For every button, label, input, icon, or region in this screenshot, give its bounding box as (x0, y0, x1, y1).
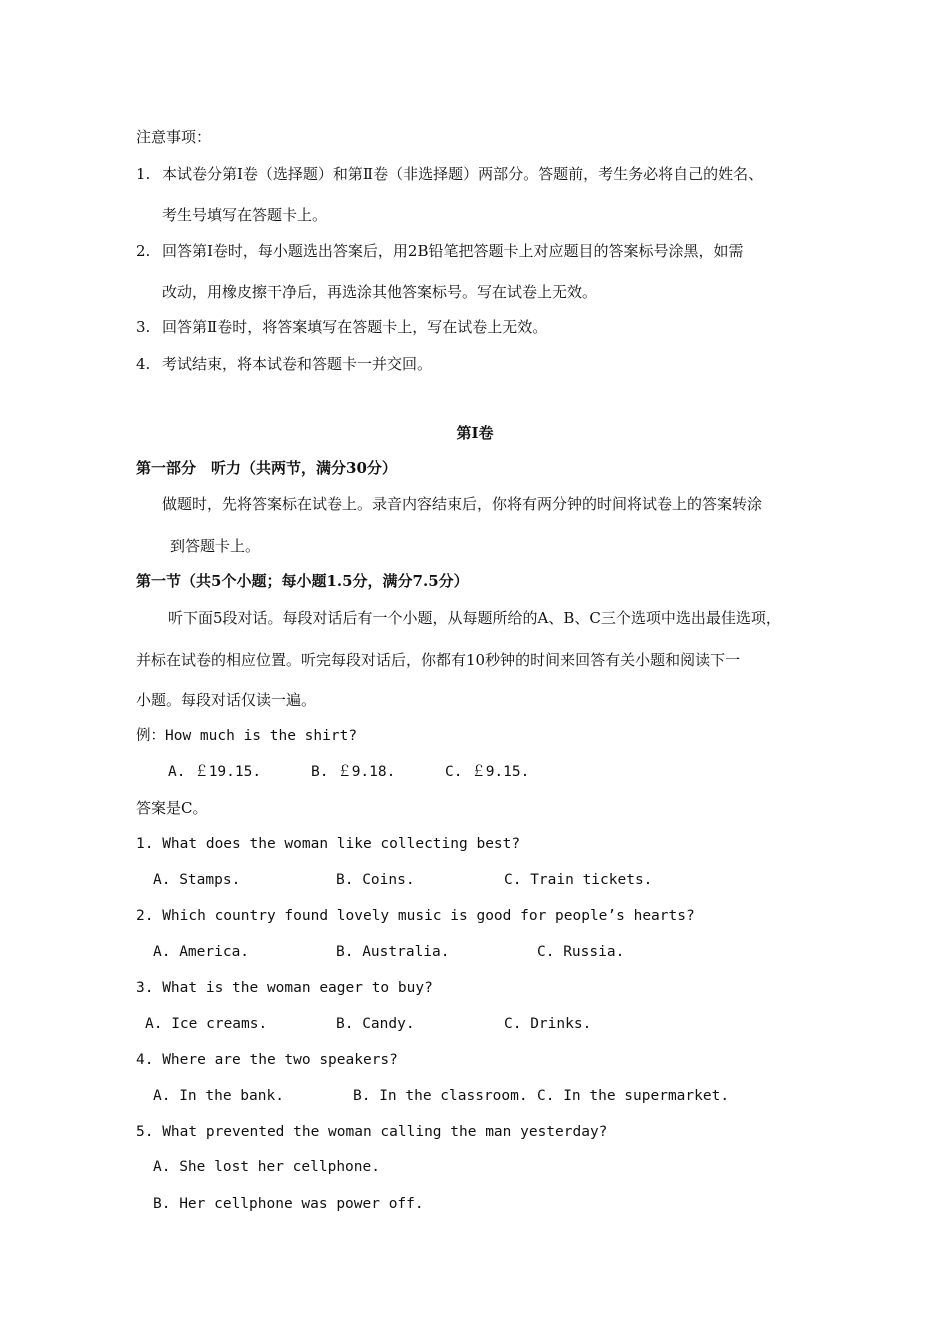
section1-intro-line1: 听下面5段对话。每段对话后有一个小题，从每题所给的A、B、C三个选项中选出最佳选项， (168, 609, 781, 627)
notice-item-3-line1: 回答第Ⅱ卷时，将答案填写在答题卡上，写在试卷上无效。 (162, 318, 548, 336)
question-2: 2. Which country found lovely music is good for people’s hearts? (136, 908, 695, 924)
notice-item-2-line1: 回答第Ⅰ卷时，每小题选出答案后，用2B铅笔把答题卡上对应题目的答案标号涂黑，如需 (162, 242, 744, 260)
question-3-option-a: A. Ice creams. (145, 1016, 268, 1032)
question-4-option-c: C. In the supermarket. (537, 1088, 730, 1104)
example-question: 例：How much is the shirt? (136, 728, 358, 744)
part1-instruction-line2: 到答题卡上。 (170, 537, 261, 555)
example-option-a: A. ￡19.15. (168, 764, 262, 780)
question-1: 1. What does the woman like collecting best? (136, 836, 521, 852)
example-option-b: B. ￡9.18. (311, 764, 396, 780)
question-2-option-b: B. Australia. (336, 944, 450, 960)
question-4: 4. Where are the two speakers? (136, 1052, 398, 1068)
section1-heading: 第一节（共5个小题；每小题1.5分，满分7.5分） (136, 572, 469, 590)
part1-heading: 第一部分 听力（共两节，满分30分） (136, 459, 397, 477)
notice-item-4-line1: 考试结束，将本试卷和答题卡一并交回。 (162, 355, 433, 373)
question-4-option-a: A. In the bank. (153, 1088, 284, 1104)
example-answer: 答案是C。 (136, 799, 208, 817)
notice-item-3-num: 3. (136, 318, 151, 336)
question-5-option-a: A. She lost her cellphone. (153, 1159, 380, 1175)
volume-title: 第Ⅰ卷 (456, 424, 494, 442)
question-5: 5. What prevented the woman calling the man yesterday? (136, 1124, 608, 1140)
notice-item-1-line2: 考生号填写在答题卡上。 (162, 206, 328, 224)
notice-item-1-num: 1. (136, 165, 151, 183)
section1-intro-line3: 小题。每段对话仅读一遍。 (136, 691, 317, 709)
notice-item-2-line2: 改动，用橡皮擦干净后，再选涂其他答案标号。写在试卷上无效。 (162, 283, 598, 301)
notice-item-4-num: 4. (136, 355, 151, 373)
notice-item-1-line1: 本试卷分第Ⅰ卷（选择题）和第Ⅱ卷（非选择题）两部分。答题前，考生务必将自己的姓名、 (162, 165, 764, 183)
question-3: 3. What is the woman eager to buy? (136, 980, 433, 996)
question-2-option-c: C. Russia. (537, 944, 625, 960)
question-1-option-c: C. Train tickets. (504, 872, 653, 888)
question-1-option-b: B. Coins. (336, 872, 415, 888)
section1-intro-line2: 并标在试卷的相应位置。听完每段对话后，你都有10秒钟的时间来回答有关小题和阅读下一 (136, 651, 741, 669)
example-option-c: C. ￡9.15. (445, 764, 530, 780)
part1-instruction-line1: 做题时，先将答案标在试卷上。录音内容结束后，你将有两分钟的时间将试卷上的答案转涂 (162, 495, 763, 513)
question-3-option-b: B. Candy. (336, 1016, 415, 1032)
question-4-option-b: B. In the classroom. (353, 1088, 528, 1104)
question-5-option-b: B. Her cellphone was power off. (153, 1196, 424, 1212)
notice-heading: 注意事项： (136, 128, 212, 146)
question-2-option-a: A. America. (153, 944, 250, 960)
notice-item-2-num: 2. (136, 242, 151, 260)
question-1-option-a: A. Stamps. (153, 872, 241, 888)
question-3-option-c: C. Drinks. (504, 1016, 592, 1032)
